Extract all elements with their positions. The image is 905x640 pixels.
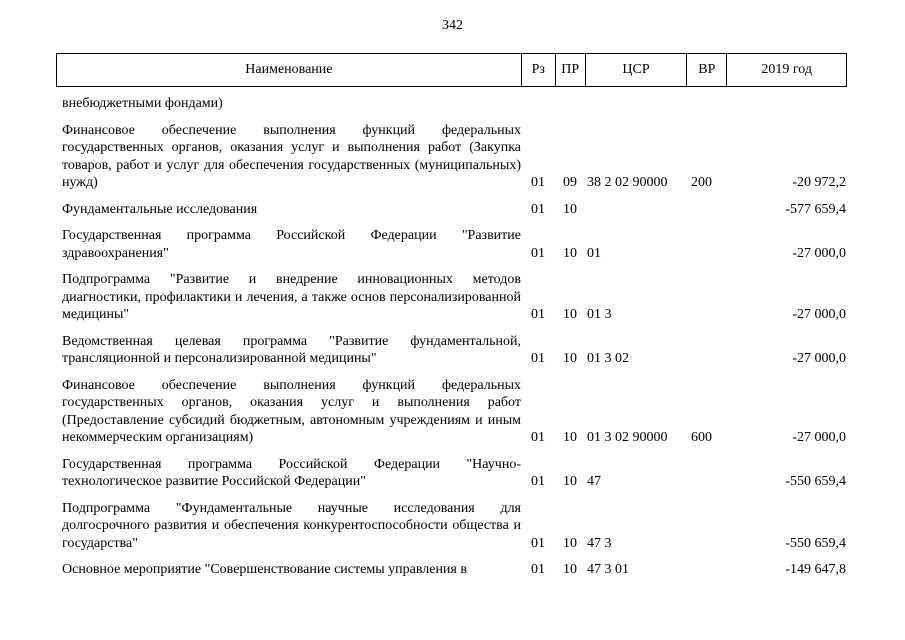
row-csr: 01 3 02 90000	[587, 430, 668, 445]
table-row	[56, 95, 847, 113]
row-pr: 10	[563, 535, 577, 551]
row-csr: 47	[587, 474, 601, 489]
row-name: внебюджетными фондами)	[62, 96, 223, 111]
row-pr: 09	[563, 175, 577, 190]
row-vr: 200	[691, 175, 712, 190]
row-pr: 10	[563, 245, 577, 261]
row-pr: 10	[563, 562, 577, 577]
header-vr: ВР	[686, 54, 726, 86]
table-row	[56, 456, 847, 491]
row-csr: 01 3 02	[587, 351, 629, 366]
row-sum: -27 000,0	[792, 351, 846, 366]
table-header	[56, 53, 847, 87]
row-rz: 01	[531, 307, 545, 322]
row-name: Фундаментальные исследования	[62, 201, 258, 217]
row-rz: 01	[531, 474, 545, 489]
table-row	[56, 122, 847, 192]
header-year: 2019 год	[726, 54, 846, 86]
row-csr: 38 2 02 90000	[587, 175, 668, 190]
table-row	[56, 377, 847, 447]
header-name: Наименование	[245, 62, 333, 77]
header-rz: Рз	[521, 54, 555, 86]
table-body	[56, 95, 847, 588]
page-number: 342	[442, 18, 463, 33]
row-sum: -577 659,4	[785, 201, 846, 217]
table-row	[56, 201, 847, 219]
table-row	[56, 271, 847, 324]
row-csr: 01 3	[587, 307, 612, 322]
row-sum: -27 000,0	[792, 307, 846, 322]
row-pr: 10	[563, 474, 577, 489]
table-row	[56, 227, 847, 262]
row-csr: 47 3	[587, 535, 612, 551]
row-sum: -149 647,8	[785, 562, 846, 577]
header-pr: ПР	[555, 54, 585, 86]
header-csr: ЦСР	[585, 54, 687, 86]
row-pr: 10	[563, 430, 577, 445]
row-sum: -550 659,4	[785, 535, 846, 551]
row-sum: -27 000,0	[792, 430, 846, 445]
table-row	[56, 333, 847, 368]
row-rz: 01	[531, 562, 545, 577]
row-name: Подпрограмма "Фундаментальные научные исследования для долгосрочного развития и обеспечения конкурентоспособности общества и государства"	[62, 500, 521, 551]
row-name: Финансовое обеспечение выполнения функций федеральных государственных органов, оказания услуг и выполнения работ (Закупка товаров, работ и услуг для обеспечения государственных (муниципальных) нужд)	[62, 122, 521, 190]
row-sum: -27 000,0	[792, 245, 846, 261]
row-rz: 01	[531, 351, 545, 366]
row-name: Ведомственная целевая программа "Развитие фундаментальной, трансляционной и персонализированной медицины"	[62, 333, 521, 366]
row-pr: 10	[563, 201, 577, 217]
row-name: Государственная программа Российской Федерации "Развитие здравоохранения"	[62, 228, 521, 261]
row-name: Финансовое обеспечение выполнения функций федеральных государственных органов, оказания услуг и выполнения работ (Предоставление субсидий бюджетным, автономным учреждениям и иным некоммерческим организациям)	[62, 377, 521, 445]
table-row	[56, 561, 847, 579]
table-row	[56, 500, 847, 553]
row-pr: 10	[563, 307, 577, 322]
row-rz: 01	[531, 245, 545, 261]
row-rz: 01	[531, 201, 545, 217]
row-csr: 47 3 01	[587, 562, 629, 577]
row-name: Подпрограмма "Развитие и внедрение инновационных методов диагностики, профилактики и лечения, а также основ персонализированной медицины"	[62, 272, 521, 322]
row-csr: 01	[587, 245, 601, 261]
row-pr: 10	[563, 351, 577, 366]
row-rz: 01	[531, 175, 545, 190]
row-rz: 01	[531, 535, 545, 551]
row-name: Основное мероприятие "Совершенствование системы управления в	[62, 562, 467, 577]
row-sum: -20 972,2	[792, 175, 846, 190]
row-vr: 600	[691, 430, 712, 445]
row-name: Государственная программа Российской Федерации "Научно-технологическое развитие Российской Федерации"	[62, 456, 521, 489]
row-sum: -550 659,4	[785, 474, 846, 489]
row-rz: 01	[531, 430, 545, 445]
